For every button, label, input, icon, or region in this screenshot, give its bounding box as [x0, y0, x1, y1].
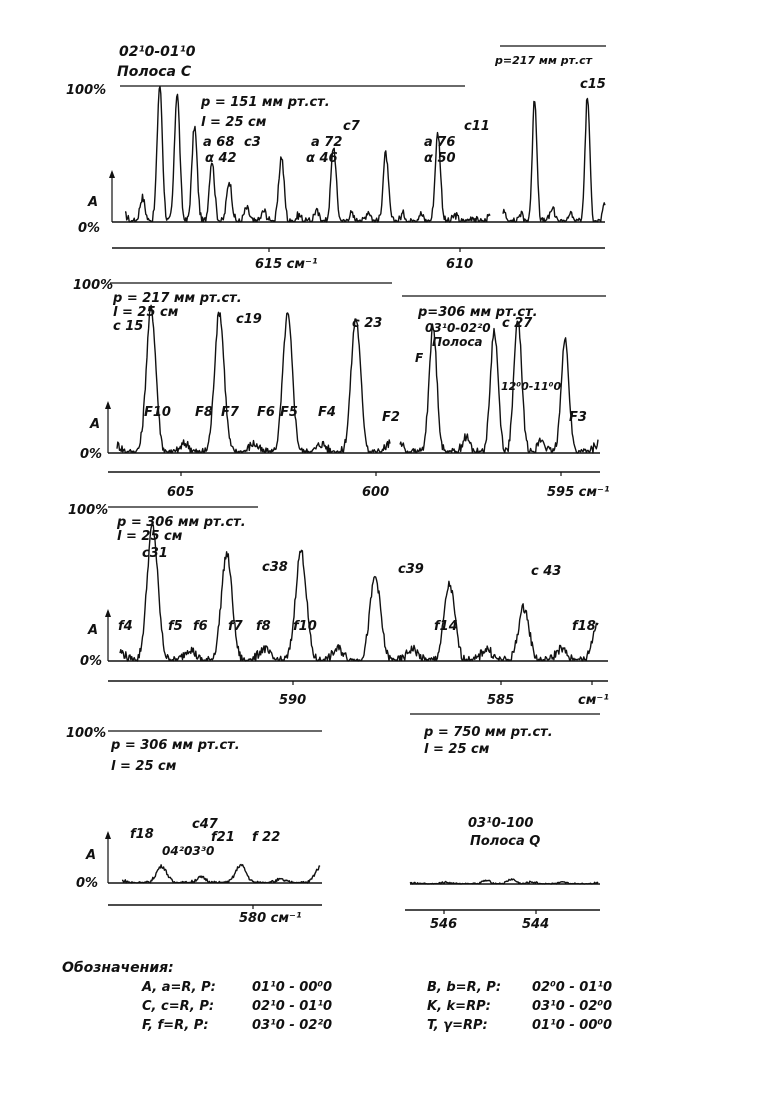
annotation-label: Полоса Q — [470, 834, 541, 849]
annotation-label: 02¹0-01¹0 — [119, 44, 196, 60]
y-top-label: 100% — [66, 726, 107, 741]
legend-value: 02⁰0 - 01¹0 — [532, 980, 613, 995]
y-axis-letter: A — [86, 848, 97, 863]
annotation-label: c3 — [244, 135, 261, 150]
y-bottom-label: 0% — [78, 221, 101, 236]
y-axis-arrow — [105, 831, 111, 839]
spectrum-series — [117, 305, 390, 453]
legend-key: A, a=R, P: — [142, 980, 216, 995]
legend-row — [62, 980, 702, 999]
annotation-label: f6 — [193, 619, 208, 634]
annotation-label: p = 306 мм рт.ст. — [111, 738, 240, 753]
legend-value: 01¹0 - 00⁰0 — [252, 980, 333, 995]
x-tick-label: 610 — [446, 257, 474, 272]
annotation-label: c 27 — [502, 316, 533, 331]
x-tick-label: 605 — [167, 485, 195, 500]
annotation-label: α 46 — [306, 151, 338, 166]
annotation-label: 04²0 — [162, 844, 193, 858]
annotation-label: α 50 — [424, 151, 456, 166]
legend-key: C, c=R, P: — [142, 999, 215, 1014]
annotation-label: c15 — [580, 77, 606, 92]
y-axis-arrow — [105, 609, 111, 617]
annotation-label: c19 — [236, 312, 262, 327]
annotation-label: F10 — [144, 405, 171, 420]
legend-key: B, b=R, P: — [427, 980, 502, 995]
annotation-label: α 42 — [205, 151, 237, 166]
annotation-label: a 68 — [203, 135, 235, 150]
annotation-label: l = 25 см — [424, 742, 490, 757]
annotation-label: p = 217 мм рт.ст. — [113, 291, 242, 306]
x-tick-label: см⁻¹ — [578, 693, 609, 708]
annotation-label: 03¹0-02²0 — [425, 321, 491, 335]
y-axis-letter: A — [90, 417, 101, 432]
spectrum-series — [410, 879, 598, 884]
annotation-label: f5 — [168, 619, 183, 634]
annotation-label: p = 151 мм рт.ст. — [201, 95, 330, 110]
spectrum-series — [400, 321, 598, 453]
x-tick-label: 546 — [430, 917, 458, 932]
annotation-label: p = 750 мм рт.ст. — [424, 725, 553, 740]
annotation-label: l = 25 см — [113, 305, 179, 320]
annotation-label: c11 — [464, 119, 490, 134]
legend-value: 03¹0 - 02²0 — [252, 1018, 333, 1033]
annotation-label: c 15 — [113, 319, 144, 334]
annotation-label: c31 — [142, 546, 168, 561]
y-bottom-label: 0% — [76, 876, 99, 891]
legend — [62, 960, 702, 1037]
annotation-label: f18 — [572, 619, 596, 634]
annotation-label: c 23 — [352, 316, 383, 331]
x-tick-label: 544 — [522, 917, 550, 932]
legend-value: 03¹0 - 02⁰0 — [532, 999, 613, 1014]
annotation-label: 12⁰0-11⁰0 — [501, 380, 562, 393]
legend-row — [62, 999, 702, 1018]
annotation-label: Полоса C — [117, 64, 192, 80]
annotation-label: c38 — [262, 560, 288, 575]
annotation-label: 03¹0-100 — [468, 816, 534, 831]
y-top-label: 100% — [68, 503, 109, 518]
annotation-label: a 76 — [424, 135, 456, 150]
annotation-label: F8 — [195, 405, 213, 420]
x-tick-label: 600 — [362, 485, 390, 500]
annotation-label: f10 — [293, 619, 317, 634]
annotation-label: f21 — [211, 830, 235, 845]
x-tick-label: 590 — [279, 693, 307, 708]
annotation-label: F5 — [280, 405, 298, 420]
annotation-label: p = 306 мм рт.ст. — [117, 515, 246, 530]
annotation-label: f8 — [256, 619, 271, 634]
y-top-label: 100% — [73, 278, 114, 293]
y-bottom-label: 0% — [80, 447, 103, 462]
annotation-label: F6 — [257, 405, 275, 420]
annotation-label: F7 — [221, 405, 239, 420]
y-top-label: 100% — [66, 83, 107, 98]
annotation-label: c 43 — [531, 564, 562, 579]
annotation-label: c47 — [192, 817, 218, 832]
annotation-label: f 22 — [252, 830, 281, 845]
legend-key: K, k=RP: — [427, 999, 491, 1014]
annotation-label: F2 — [382, 410, 400, 425]
annotation-label: c39 — [398, 562, 424, 577]
annotation-label: p=306 мм рт.ст. — [418, 305, 538, 320]
annotation-label: f18 — [130, 827, 154, 842]
x-tick-label: 615 см⁻¹ — [255, 257, 318, 272]
x-tick-label: 580 см⁻¹ — [239, 911, 302, 926]
legend-row — [62, 1018, 702, 1037]
annotation-label: f4 — [118, 619, 133, 634]
annotation-label: F4 — [318, 405, 336, 420]
annotation-label: c7 — [343, 119, 360, 134]
spectrum-series — [120, 525, 598, 661]
x-tick-label: 585 — [487, 693, 515, 708]
annotation-label: p=217 мм рт.ст — [495, 54, 593, 67]
annotation-label: F — [415, 351, 424, 365]
legend-title: Обозначения: — [62, 960, 174, 976]
legend-key: T, γ=RP: — [427, 1018, 488, 1033]
y-axis-arrow — [105, 401, 111, 409]
legend-value: 02¹0 - 01¹0 — [252, 999, 333, 1014]
annotation-label: l = 25 см — [201, 115, 267, 130]
legend-key: F, f=R, P: — [142, 1018, 209, 1033]
legend-value: 01¹0 - 00⁰0 — [532, 1018, 613, 1033]
y-axis-arrow — [109, 170, 115, 178]
x-tick-label: 595 см⁻¹ — [547, 485, 610, 500]
y-axis-letter: A — [88, 195, 99, 210]
annotation-label: l = 25 см — [111, 759, 177, 774]
spectrum-series — [503, 99, 605, 223]
annotation-label: l = 25 см — [117, 529, 183, 544]
annotation-label: 03³0 — [184, 844, 215, 858]
annotation-label: F3 — [569, 410, 587, 425]
y-bottom-label: 0% — [80, 654, 103, 669]
y-axis-letter: A — [88, 623, 99, 638]
annotation-label: Полоса — [432, 335, 483, 349]
annotation-label: f14 — [434, 619, 458, 634]
spectrum-series — [122, 865, 320, 884]
annotation-label: f7 — [228, 619, 243, 634]
annotation-label: a 72 — [311, 135, 343, 150]
